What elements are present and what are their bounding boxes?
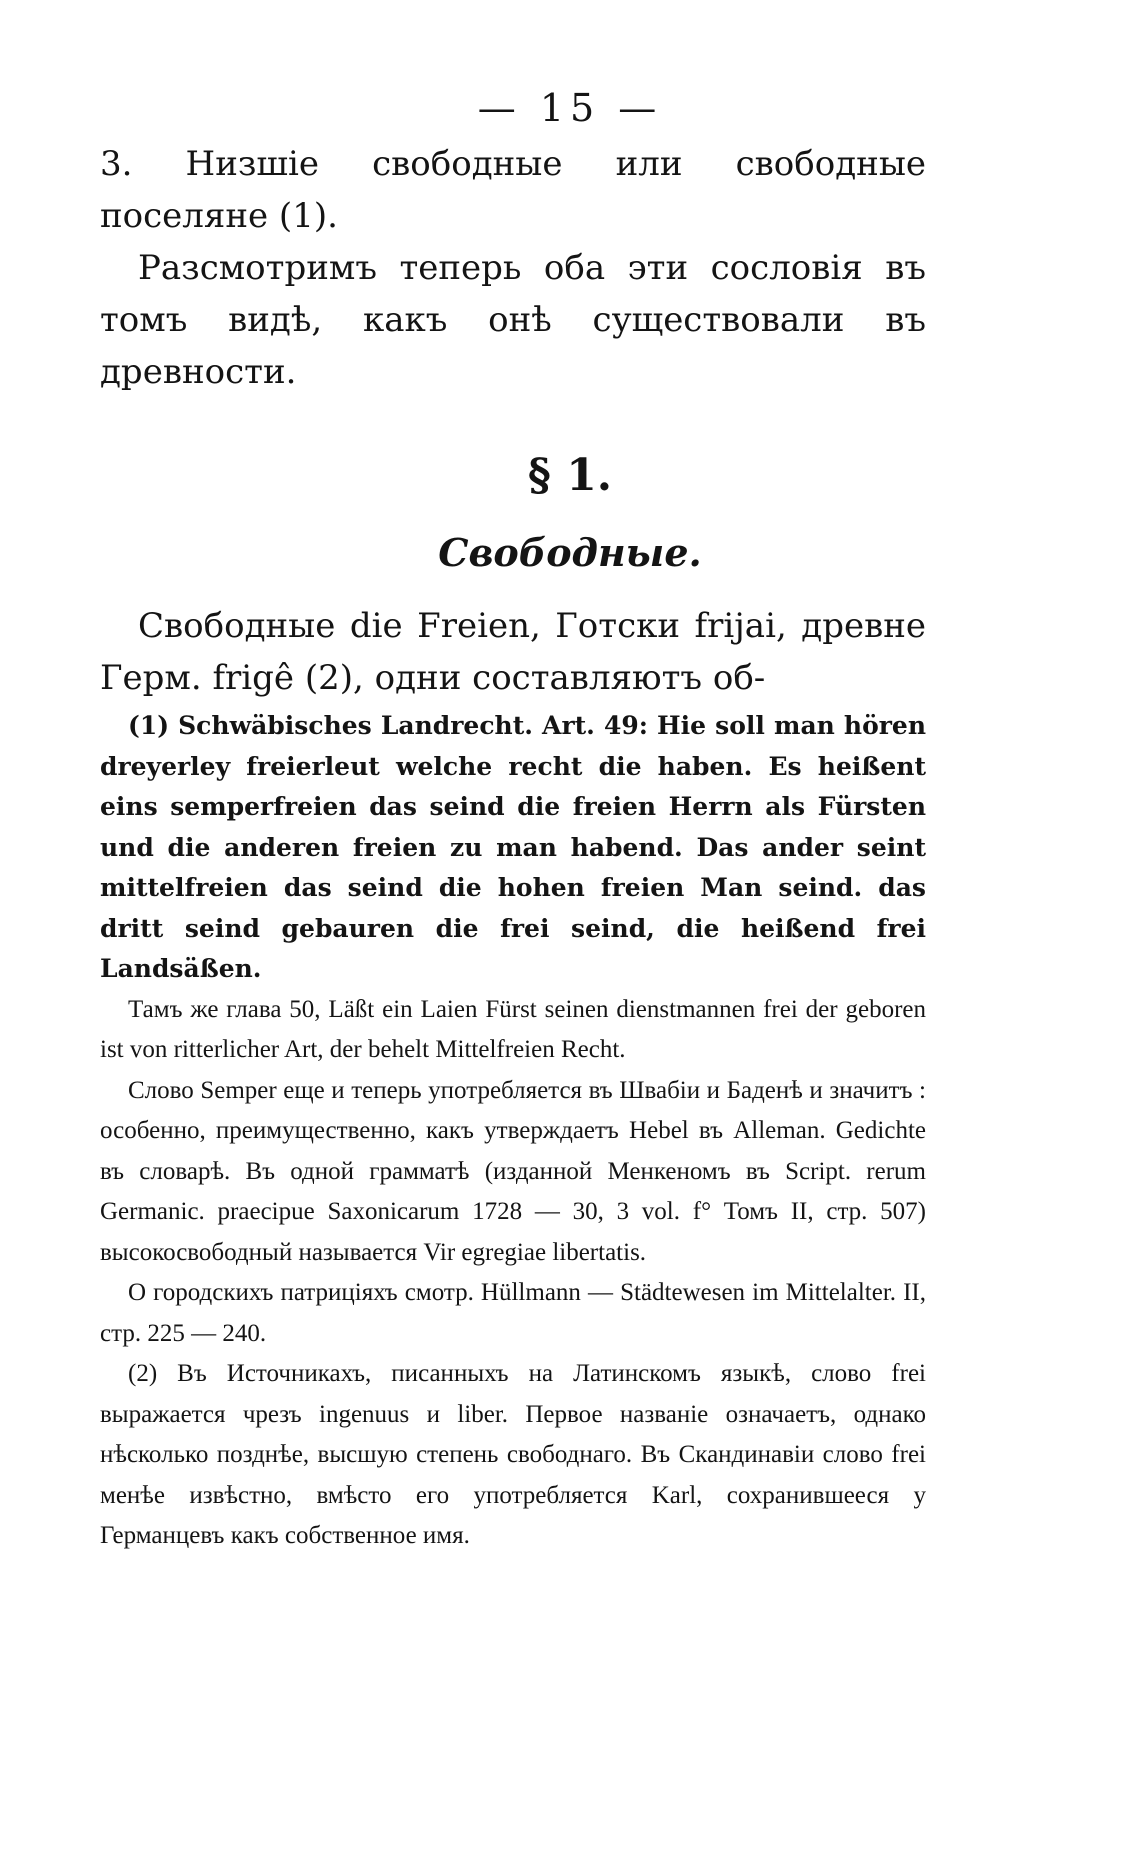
main-text-section-body [100,600,926,704]
paragraph-lower-freemen: 3. Низшіе свободные или свободные поселяне (1). [100,144,926,236]
footnote-2-frei: (2) Въ Источникахъ, писанныхъ на Латинскомъ языкѣ, слово frei выражается чрезъ ingenuus и liber. Первое названіе означаетъ, однако нѣсколько позднѣе, высшую степень свободнаго. Въ Скандинавіи слово frei менѣе извѣстно, вмѣсто его употребляется Karl, сохранившееся у Германцевъ какъ собственное имя. [100,1360,926,1549]
paragraph-free-definition: Свободные die Freien, Готски frijai, древне Герм. frigê (2), одни составляютъ об- [100,606,926,698]
footnote-1-schwabenspiegel: (1) Schwäbisches Landrecht. Art. 49: Hie soll man hören dreyerley freierleut welche recht die haben. Es heißent eins semperfreien das seind die freien Herrn als Fürsten und die anderen freien zu man habend. Das ander seint mittelfreien das seind die hohen freien Man seind. das dritt seind gebauren die frei seind, die heißend frei Landsäßen. [100,711,926,983]
footnotes [100,706,926,1557]
main-text-top [100,138,926,398]
footnote-1-patricians: О городскихъ патриціяхъ смотр. Hüllmann — Städtewesen im Mittelalter. II, стр. 225 — 240. [100,1279,926,1347]
paragraph-consider-estates: Разсмотримъ теперь оба эти сословія въ томъ видѣ, какъ онѣ существовали въ древности. [100,248,926,392]
footnote-1-chapter-50: Тамъ же глава 50, Läßt ein Laien Fürst seinen dienstmannen frei der geboren ist von ritterlicher Art, der behelt Mittelfreien Recht. [100,995,926,1063]
section-mark: § 1. [527,450,613,501]
footnote-1-semper: Слово Semper еще и теперь употребляется въ Швабіи и Баденѣ и значитъ : особенно, преимущественно, какъ утверждаетъ Hebel въ Alleman. Gedichte въ словарѣ. Въ одной грамматѣ (изданной Менкеномъ въ Script. rerum Germanic. praecipue Saxonicarum 1728 — 30, 3 vol. f° Томъ II, стр. 507) высокосвободный называется Vir egregiae libertatis. [100,1076,926,1266]
page-number: — 15 — [477,86,663,130]
section-title: Свободные. [438,530,702,575]
